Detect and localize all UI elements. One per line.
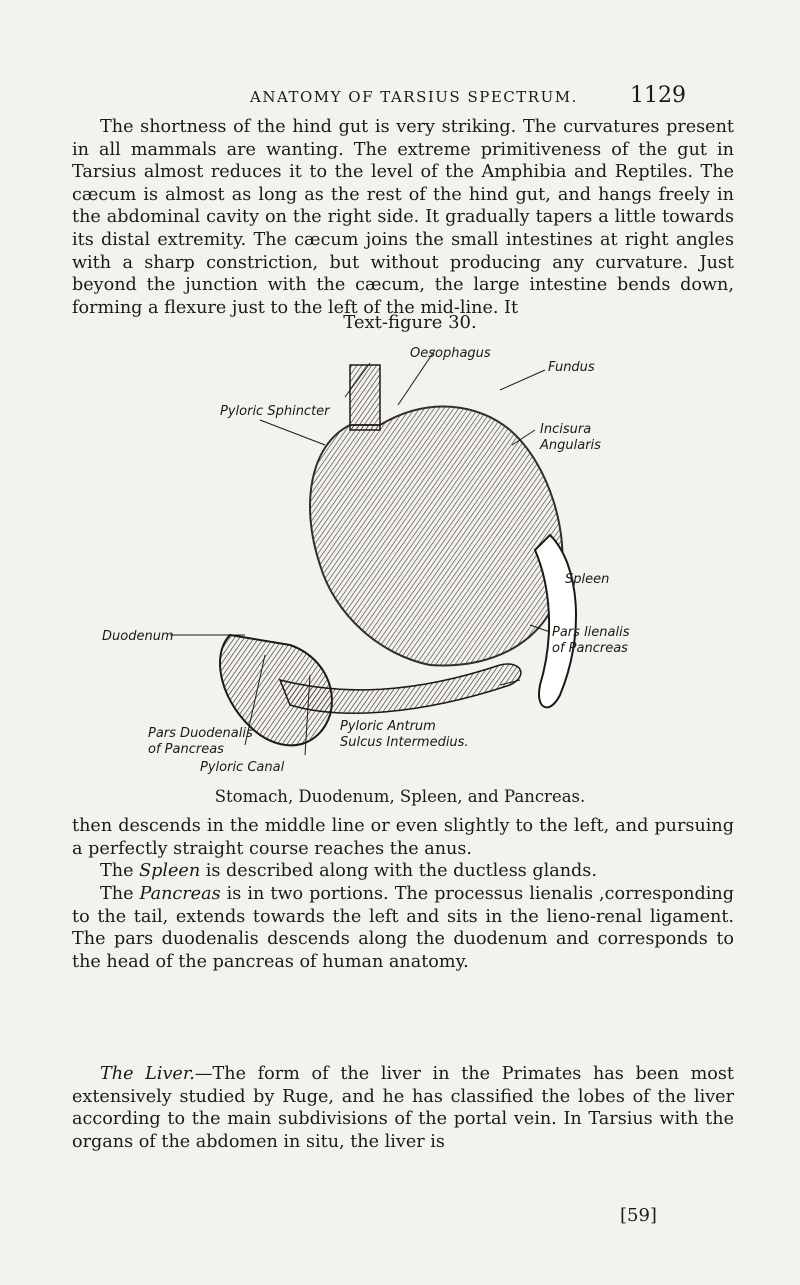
figure-title: Text-figure 30.: [343, 312, 477, 333]
paragraph-pancreas: The Pancreas is in two portions. The processus lienalis ,corresponding to the tail, extends towards the left and sits in the lieno-renal ligament. The pars duodenalis descends along the duodenum and corresponds to the head of the pancreas of human anatomy.: [72, 884, 735, 972]
label-angularis: Angularis: [540, 438, 601, 453]
paragraph-descends: then descends in the middle line or even slightly to the left, and pursuing a perfectly straight course reaches the anus.: [72, 816, 734, 859]
label-pars-lienalis-2: of Pancreas: [552, 641, 628, 656]
label-duodenum: Duodenum: [102, 629, 174, 644]
stomach-illustration: [80, 335, 720, 775]
label-oesophagus: Oesophagus: [410, 346, 491, 361]
pancreas-heading: Pancreas: [139, 884, 221, 904]
page-number: 1129: [630, 83, 686, 108]
label-sulcus-intermedius: Sulcus Intermedius.: [340, 735, 469, 750]
signature-mark: [59]: [620, 1205, 657, 1226]
label-pyloric-antrum: Pyloric Antrum: [340, 719, 436, 734]
label-pyloric-canal: Pyloric Canal: [200, 760, 285, 775]
label-spleen: Spleen: [565, 572, 610, 587]
paragraph-spleen: The Spleen is described along with the ductless glands.: [100, 861, 597, 881]
paragraph-hind-gut: The shortness of the hind gut is very striking. The curvatures present in all mammals are wanting. The extreme primitiveness of the gut in Tarsius almost reduces it to the level of the Amphibia and Reptiles. The cæcum is almost as long as the rest of the hind gut, and hangs freely in the abdominal cavity on the right side. It gradually tapers a little towards its distal extremity. The cæcum joins the small intestines at right angles with a sharp constriction, but without producing any curvature. Just beyond the junction with the cæcum, the large intestine bends down, forming a flexure just to the left of the mid-line. It: [72, 117, 734, 318]
label-pars-duodenalis: Pars Duodenalis: [148, 726, 253, 741]
label-pars-lienalis: Pars lienalis: [552, 625, 630, 640]
spleen-heading: Spleen: [139, 861, 201, 881]
label-incisura: Incisura: [540, 422, 592, 437]
liver-heading: The Liver.: [100, 1064, 195, 1084]
oesophagus-shape: [350, 365, 380, 430]
label-fundus: Fundus: [548, 360, 595, 375]
label-pars-duodenalis-2: of Pancreas: [148, 742, 224, 757]
running-header: ANATOMY OF TARSIUS SPECTRUM.: [250, 88, 578, 106]
stomach-shape: [310, 406, 563, 665]
figure-caption: Stomach, Duodenum, Spleen, and Pancreas.: [214, 787, 586, 806]
label-pyloric-sphincter: Pyloric Sphincter: [220, 404, 330, 419]
paragraph-liver: The Liver.—The form of the liver in the Primates has been most extensively studied by Ruge, and he has classified the lobes of the liver according to the main subdivisions of the portal vein. In Tarsius with the organs of the abdomen in situ, the liver is: [72, 1064, 734, 1152]
